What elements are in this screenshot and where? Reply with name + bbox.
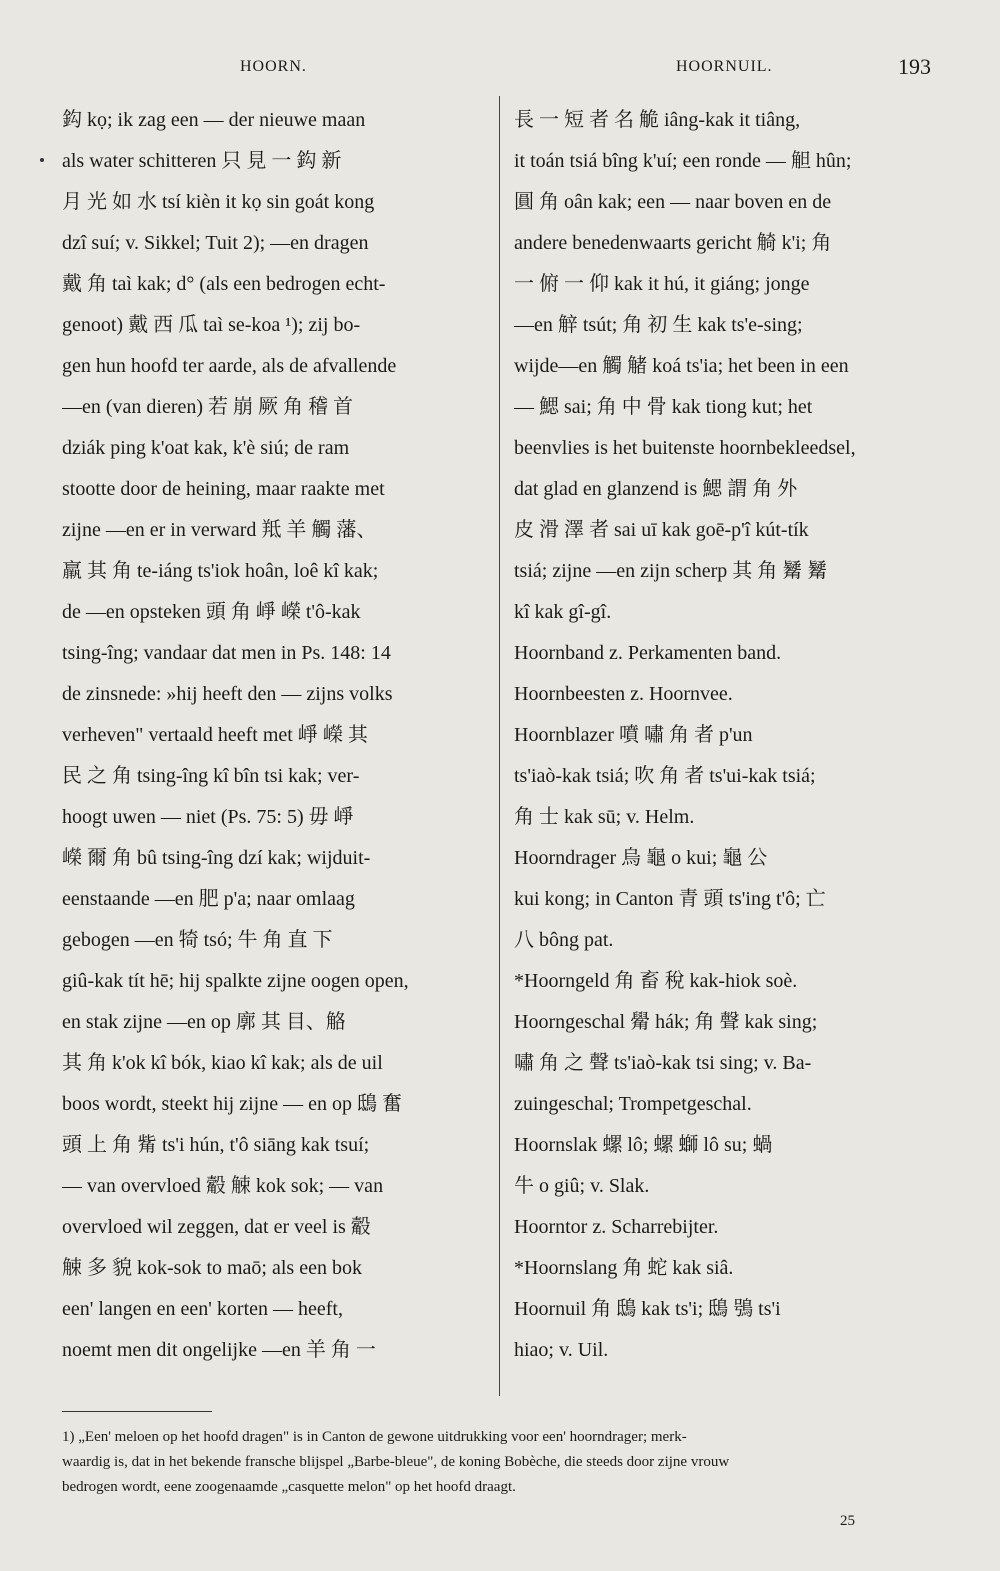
text-line: 羸 其 角 te-iáng ts'iok hoân, loê kî kak;: [62, 560, 379, 582]
text-line: de zinsnede: »hij heeft den — zijns volks: [62, 683, 393, 705]
text-line: giû-kak tít hē; hij spalkte zijne oogen open,: [62, 970, 409, 992]
text-line: 長 一 短 者 名 觤 iâng-kak it tiâng,: [514, 109, 801, 131]
footnote-rule: [62, 1411, 212, 1412]
text-line: 牛 o giû; v. Slak.: [514, 1175, 650, 1197]
text-line: 皮 滑 澤 者 sai uī kak goē-p'î kút-tík: [514, 519, 809, 541]
text-line: ts'iaò-kak tsiá; 吹 角 者 ts'ui-kak tsiá;: [514, 765, 816, 787]
text-line: stootte door de heining, maar raakte met: [62, 478, 385, 500]
text-line: beenvlies is het buitenste hoornbekleedsel,: [514, 437, 856, 459]
text-line: — van overvloed 觳 觫 kok sok; — van: [62, 1175, 384, 1197]
text-line: 民 之 角 tsing-îng kî bîn tsi kak; ver-: [62, 765, 360, 787]
text-line: — 鰓 sai; 角 中 骨 kak tiong kut; het: [514, 396, 813, 418]
text-line: dzî suí; v. Sikkel; Tuit 2); —en dragen: [62, 232, 369, 254]
right-column: [514, 100, 938, 1371]
footnote-line: 1) „Een' meloen op het hoofd dragen" is in Canton de gewone uitdrukking voor een' hoorndrager; merk-: [62, 1429, 687, 1445]
text-line: 鈎 kọ; ik zag een — der nieuwe maan: [62, 109, 366, 131]
text-line: eenstaande —en 肥 p'a; naar omlaag: [62, 888, 355, 910]
text-line: 嘯 角 之 聲 ts'iaò-kak tsi sing; v. Ba-: [514, 1052, 812, 1074]
text-line: 一 俯 一 仰 kak it hú, it giáng; jonge: [514, 273, 810, 295]
left-column: [62, 100, 490, 1371]
dictionary-entry: *Hoorngeld 角 畜 稅 kak-hiok soè.: [514, 970, 798, 992]
column-divider: [499, 96, 500, 1396]
footnote-line: waardig is, dat in het bekende fransche blijspel „Barbe-bleue", de koning Bobèche, die steeds door zijne vrouw: [62, 1454, 730, 1470]
page-number: 193: [898, 54, 931, 79]
running-head-left: HOORN.: [240, 58, 307, 75]
text-line: wijde—en 觸 觰 koá ts'ia; het been in een: [514, 355, 849, 377]
text-line: tsing-îng; vandaar dat men in Ps. 148: 14: [62, 642, 391, 664]
dictionary-entry: *Hoornslang 角 蛇 kak siâ.: [514, 1257, 734, 1279]
text-line: 戴 角 taì kak; d° (als een bedrogen echt-: [62, 273, 386, 295]
text-line: it toán tsiá bîng k'uí; een ronde — 觛 hûn;: [514, 150, 852, 172]
text-line: boos wordt, steekt hij zijne — en op 鴟 奮: [62, 1093, 402, 1115]
text-line: dziák ping k'oat kak, k'è siú; de ram: [62, 437, 350, 459]
text-line: een' langen en een' korten — heeft,: [62, 1298, 343, 1320]
text-line: kî kak gî-gî.: [514, 601, 612, 623]
text-line: 月 光 如 水 tsí kièn it kọ sin goát kong: [62, 191, 375, 213]
text-line: de —en opsteken 頭 角 崢 嶸 t'ô-kak: [62, 601, 361, 623]
footnote: [62, 1425, 942, 1500]
dictionary-entry: Hoorndrager 烏 龜 o kui; 龜 公: [514, 847, 768, 869]
text-line: 嶸 爾 角 bû tsing-îng dzí kak; wijduit-: [62, 847, 371, 869]
text-line: —en 觪 tsút; 角 初 生 kak ts'e-sing;: [514, 314, 803, 336]
text-line: tsiá; zijne —en zijn scherp 其 角 觺 觺: [514, 560, 828, 582]
text-line: gen hun hoofd ter aarde, als de afvallende: [62, 355, 397, 377]
dictionary-entry: Hoornband z. Perkamenten band.: [514, 642, 782, 664]
text-line: 八 bông pat.: [514, 929, 614, 951]
dictionary-entry: Hoorntor z. Scharrebijter.: [514, 1216, 719, 1238]
text-line: 角 士 kak sū; v. Helm.: [514, 806, 695, 828]
margin-mark: [40, 158, 44, 162]
text-line: 其 角 k'ok kî bók, kiao kî kak; als de uil: [62, 1052, 383, 1074]
signature-mark: 25: [840, 1513, 855, 1529]
footnote-line: bedrogen wordt, eene zoogenaamde „casquette melon" op het hoofd draagt.: [62, 1479, 516, 1495]
dictionary-entry: Hoornblazer 噴 嘯 角 者 p'un: [514, 724, 753, 746]
dictionary-entry: Hoorngeschal 觷 hák; 角 聲 kak sing;: [514, 1011, 818, 1033]
text-line: hiao; v. Uil.: [514, 1339, 609, 1361]
running-head-right: HOORNUIL.: [676, 58, 773, 75]
text-line: hoogt uwen — niet (Ps. 75: 5) 毋 崢: [62, 806, 354, 828]
text-line: als water schitteren 只 見 一 鈎 新: [62, 150, 342, 172]
text-line: zuingeschal; Trompetgeschal.: [514, 1093, 752, 1115]
text-line: noemt men dit ongelijke —en 羊 角 一: [62, 1339, 376, 1361]
text-line: en stak zijne —en op 廓 其 目、觡: [62, 1011, 346, 1033]
text-line: genoot) 戴 西 瓜 taì se-koa ¹); zij bo-: [62, 314, 361, 336]
text-line: zijne —en er in verward 羝 羊 觸 藩、: [62, 519, 377, 541]
text-line: gebogen —en 犄 tsó; 牛 角 直 下: [62, 929, 333, 951]
dictionary-entry: Hoornuil 角 鴟 kak ts'i; 鴟 鴞 ts'i: [514, 1298, 781, 1320]
text-line: dat glad en glanzend is 鰓 謂 角 外: [514, 478, 798, 500]
dictionary-entry: Hoornbeesten z. Hoornvee.: [514, 683, 733, 705]
text-line: 頭 上 角 觜 ts'i hún, t'ô siāng kak tsuí;: [62, 1134, 370, 1156]
text-line: kui kong; in Canton 青 頭 ts'ing t'ô; 亡: [514, 888, 826, 910]
text-line: —en (van dieren) 若 崩 厥 角 稽 首: [62, 396, 354, 418]
text-line: 圓 角 oân kak; een — naar boven en de: [514, 191, 832, 213]
text-line: andere benedenwaarts gericht 觭 k'i; 角: [514, 232, 832, 254]
text-line: verheven" vertaald heeft met 崢 嶸 其: [62, 724, 368, 746]
text-line: overvloed wil zeggen, dat er veel is 觳: [62, 1216, 371, 1238]
text-line: 觫 多 貌 kok-sok to maō; als een bok: [62, 1257, 362, 1279]
dictionary-entry: Hoornslak 螺 lô; 螺 螄 lô su; 蝸: [514, 1134, 773, 1156]
